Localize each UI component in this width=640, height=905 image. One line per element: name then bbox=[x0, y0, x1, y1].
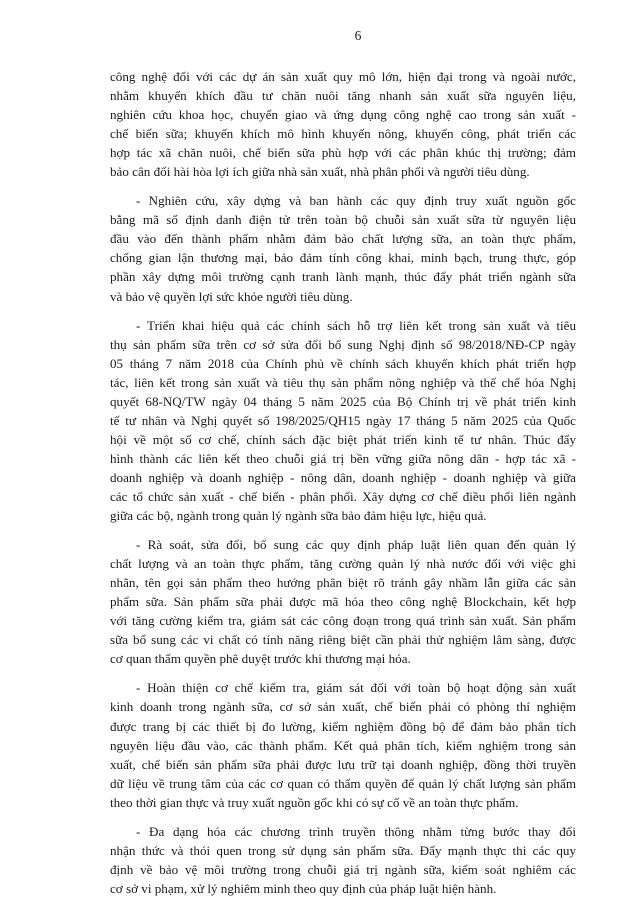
text-line: - Đa dạng hóa các chương trình truyền thông nhằm từng bước thay đổi bbox=[136, 823, 576, 839]
text-line: doanh nghiệp và doanh nghiệp - nông dân, doanh nghiệp - doanh nghiệp và giữa bbox=[110, 469, 576, 485]
text-line: cơ sở vi phạm, xử lý nghiêm minh theo quy định của pháp luật hiện hành. bbox=[110, 880, 497, 896]
text-line: quyết 68-NQ/TW ngày 04 tháng 5 năm 2025 của Bộ Chính trị về phát triển kinh bbox=[110, 393, 576, 409]
text-line: nhãn, tên gọi sản phẩm theo hướng phân biệt rõ tránh gây nhầm lẫn giữa các sản bbox=[110, 575, 576, 591]
page-number: 6 bbox=[354, 28, 362, 43]
paragraph bbox=[110, 678, 576, 811]
text-line: cơ quan thẩm quyền phê duyệt trước khi thương mại hóa. bbox=[110, 651, 411, 667]
text-line: định về bảo vệ môi trường trong chuỗi giá trị ngành sữa, kiểm soát nghiêm các bbox=[110, 861, 576, 877]
text-line: chất lượng và an toàn thực phẩm, tăng cường quản lý nhà nước đối với việc ghi bbox=[110, 556, 576, 572]
text-line: - Hoàn thiện cơ chế kiểm tra, giám sát đối với toàn bộ hoạt động sản xuất bbox=[136, 680, 576, 696]
text-line: với tăng cường kiểm tra, giám sát các công đoạn trong quá trình sản xuất. Sản phẩm bbox=[110, 613, 576, 629]
document-body bbox=[110, 67, 576, 898]
text-line: các tổ chức sản xuất - chế biến - phân phối. Xây dựng cơ chế điều phối liên ngành bbox=[110, 488, 576, 504]
text-line: công nghệ đối với các dự án sản xuất quy mô lớn, hiện đại trong và ngoài nước, bbox=[110, 69, 576, 84]
text-line: hợp tác xã chăn nuôi, chế biến sữa phù hợp với các phân khúc thị trường; đảm bbox=[110, 145, 576, 161]
text-line: giữa các bộ, ngành trong quản lý ngành sữa bảo đảm hiệu lực, hiệu quả. bbox=[110, 508, 487, 524]
text-line: tác, liên kết trong sản xuất và tiêu thụ sản phẩm nông nghiệp và thể chế hóa Nghị bbox=[110, 374, 576, 390]
text-line: sữa bổ sung các vi chất có tính năng riêng biệt cần phải thử nghiệm lâm sàng, được bbox=[110, 632, 576, 648]
text-line: - Nghiên cứu, xây dựng và ban hành các quy định truy xuất nguồn gốc bbox=[136, 193, 576, 209]
paragraph bbox=[110, 191, 576, 305]
text-line: nguyên liệu đầu vào, các thành phẩm. Kết quả phân tích, kiểm nghiệm trong sản bbox=[110, 737, 576, 753]
text-line: theo thời gian thực và truy xuất nguồn gốc khi có sự cố về an toàn thực phẩm. bbox=[110, 794, 519, 810]
text-line: hình thành các liên kết theo chuỗi giá trị bền vững giữa nông dân - hợp tác xã - bbox=[110, 450, 576, 466]
text-line: nhận thức và thói quen trong sử dụng sản phẩm sữa. Đẩy mạnh thực thi các quy bbox=[110, 842, 576, 858]
text-line: tế tư nhân và Nghị quyết số 198/2025/QH15 ngày 17 tháng 5 năm 2025 của Quốc bbox=[110, 412, 576, 428]
text-line: bảo cân đối hài hòa lợi ích giữa nhà sản xuất, nhà phân phối và người tiêu dùng. bbox=[110, 164, 530, 180]
paragraph bbox=[110, 822, 576, 898]
text-line: thụ sản phẩm sữa trên cơ sở sửa đổi bổ sung Nghị định số 98/2018/NĐ-CP ngày bbox=[110, 336, 576, 352]
text-line: - Rà soát, sửa đổi, bổ sung các quy định pháp luật liên quan đến quản lý bbox=[136, 537, 576, 553]
paragraph bbox=[110, 67, 576, 181]
text-line: 05 tháng 7 năm 2018 của Chính phủ về chính sách khuyến khích phát triển hợp bbox=[110, 355, 576, 371]
text-line: được trang bị các thiết bị đo lường, kiểm nghiệm đồng bộ để đảm bảo phân tích bbox=[110, 718, 576, 734]
paragraph bbox=[110, 535, 576, 668]
text-line: phần xây dựng môi trường cạnh tranh lành mạnh, thúc đẩy phát triển ngành sữa bbox=[110, 269, 576, 285]
text-line: phẩm sữa. Sản phẩm sữa phải được mã hóa theo công nghệ Blockchain, kết hợp bbox=[110, 594, 576, 610]
text-line: và bảo vệ quyền lợi sức khỏe người tiêu dùng. bbox=[110, 288, 353, 304]
paragraph bbox=[110, 316, 576, 526]
text-line: đầu vào đến thành phẩm nhằm đảm bảo chất lượng sữa, an toàn thực phẩm, bbox=[110, 231, 576, 247]
text-line: - Triển khai hiệu quả các chính sách hỗ trợ liên kết trong sản xuất và tiêu bbox=[136, 317, 576, 333]
text-line: hội về một số cơ chế, chính sách đặc biệt phát triển kinh tế tư nhân. Thúc đẩy bbox=[110, 431, 576, 447]
text-line: bằng mã số định danh điện tử trên toàn bộ chuỗi sản xuất sữa từ nguyên liệu bbox=[110, 212, 576, 228]
text-line: dữ liệu về trung tâm của các cơ quan có thẩm quyền để quản lý chất lượng sản phẩm bbox=[110, 775, 576, 791]
text-line: nghiên cứu khoa học, chuyển giao và ứng dụng công nghệ cao trong sản xuất - bbox=[110, 107, 576, 123]
text-line: chống gian lận thương mại, bảo đảm tính công khai, minh bạch, trung thực, góp bbox=[110, 250, 576, 266]
text-line: xuất, chế biến sản phẩm sữa phải được lưu trữ tại doanh nghiệp, đồng thời truyền bbox=[110, 756, 576, 772]
text-line: kinh doanh trong ngành sữa, cơ sở sản xuất, chế biến phải có phòng thí nghiệm bbox=[110, 699, 576, 715]
text-line: chế biến sữa; khuyến khích mô hình khuyến nông, khuyến công, phát triển các bbox=[110, 126, 576, 142]
text-line: nhằm khuyến khích đầu tư chăn nuôi tăng nhanh sản xuất sữa nguyên liệu, bbox=[110, 88, 576, 104]
